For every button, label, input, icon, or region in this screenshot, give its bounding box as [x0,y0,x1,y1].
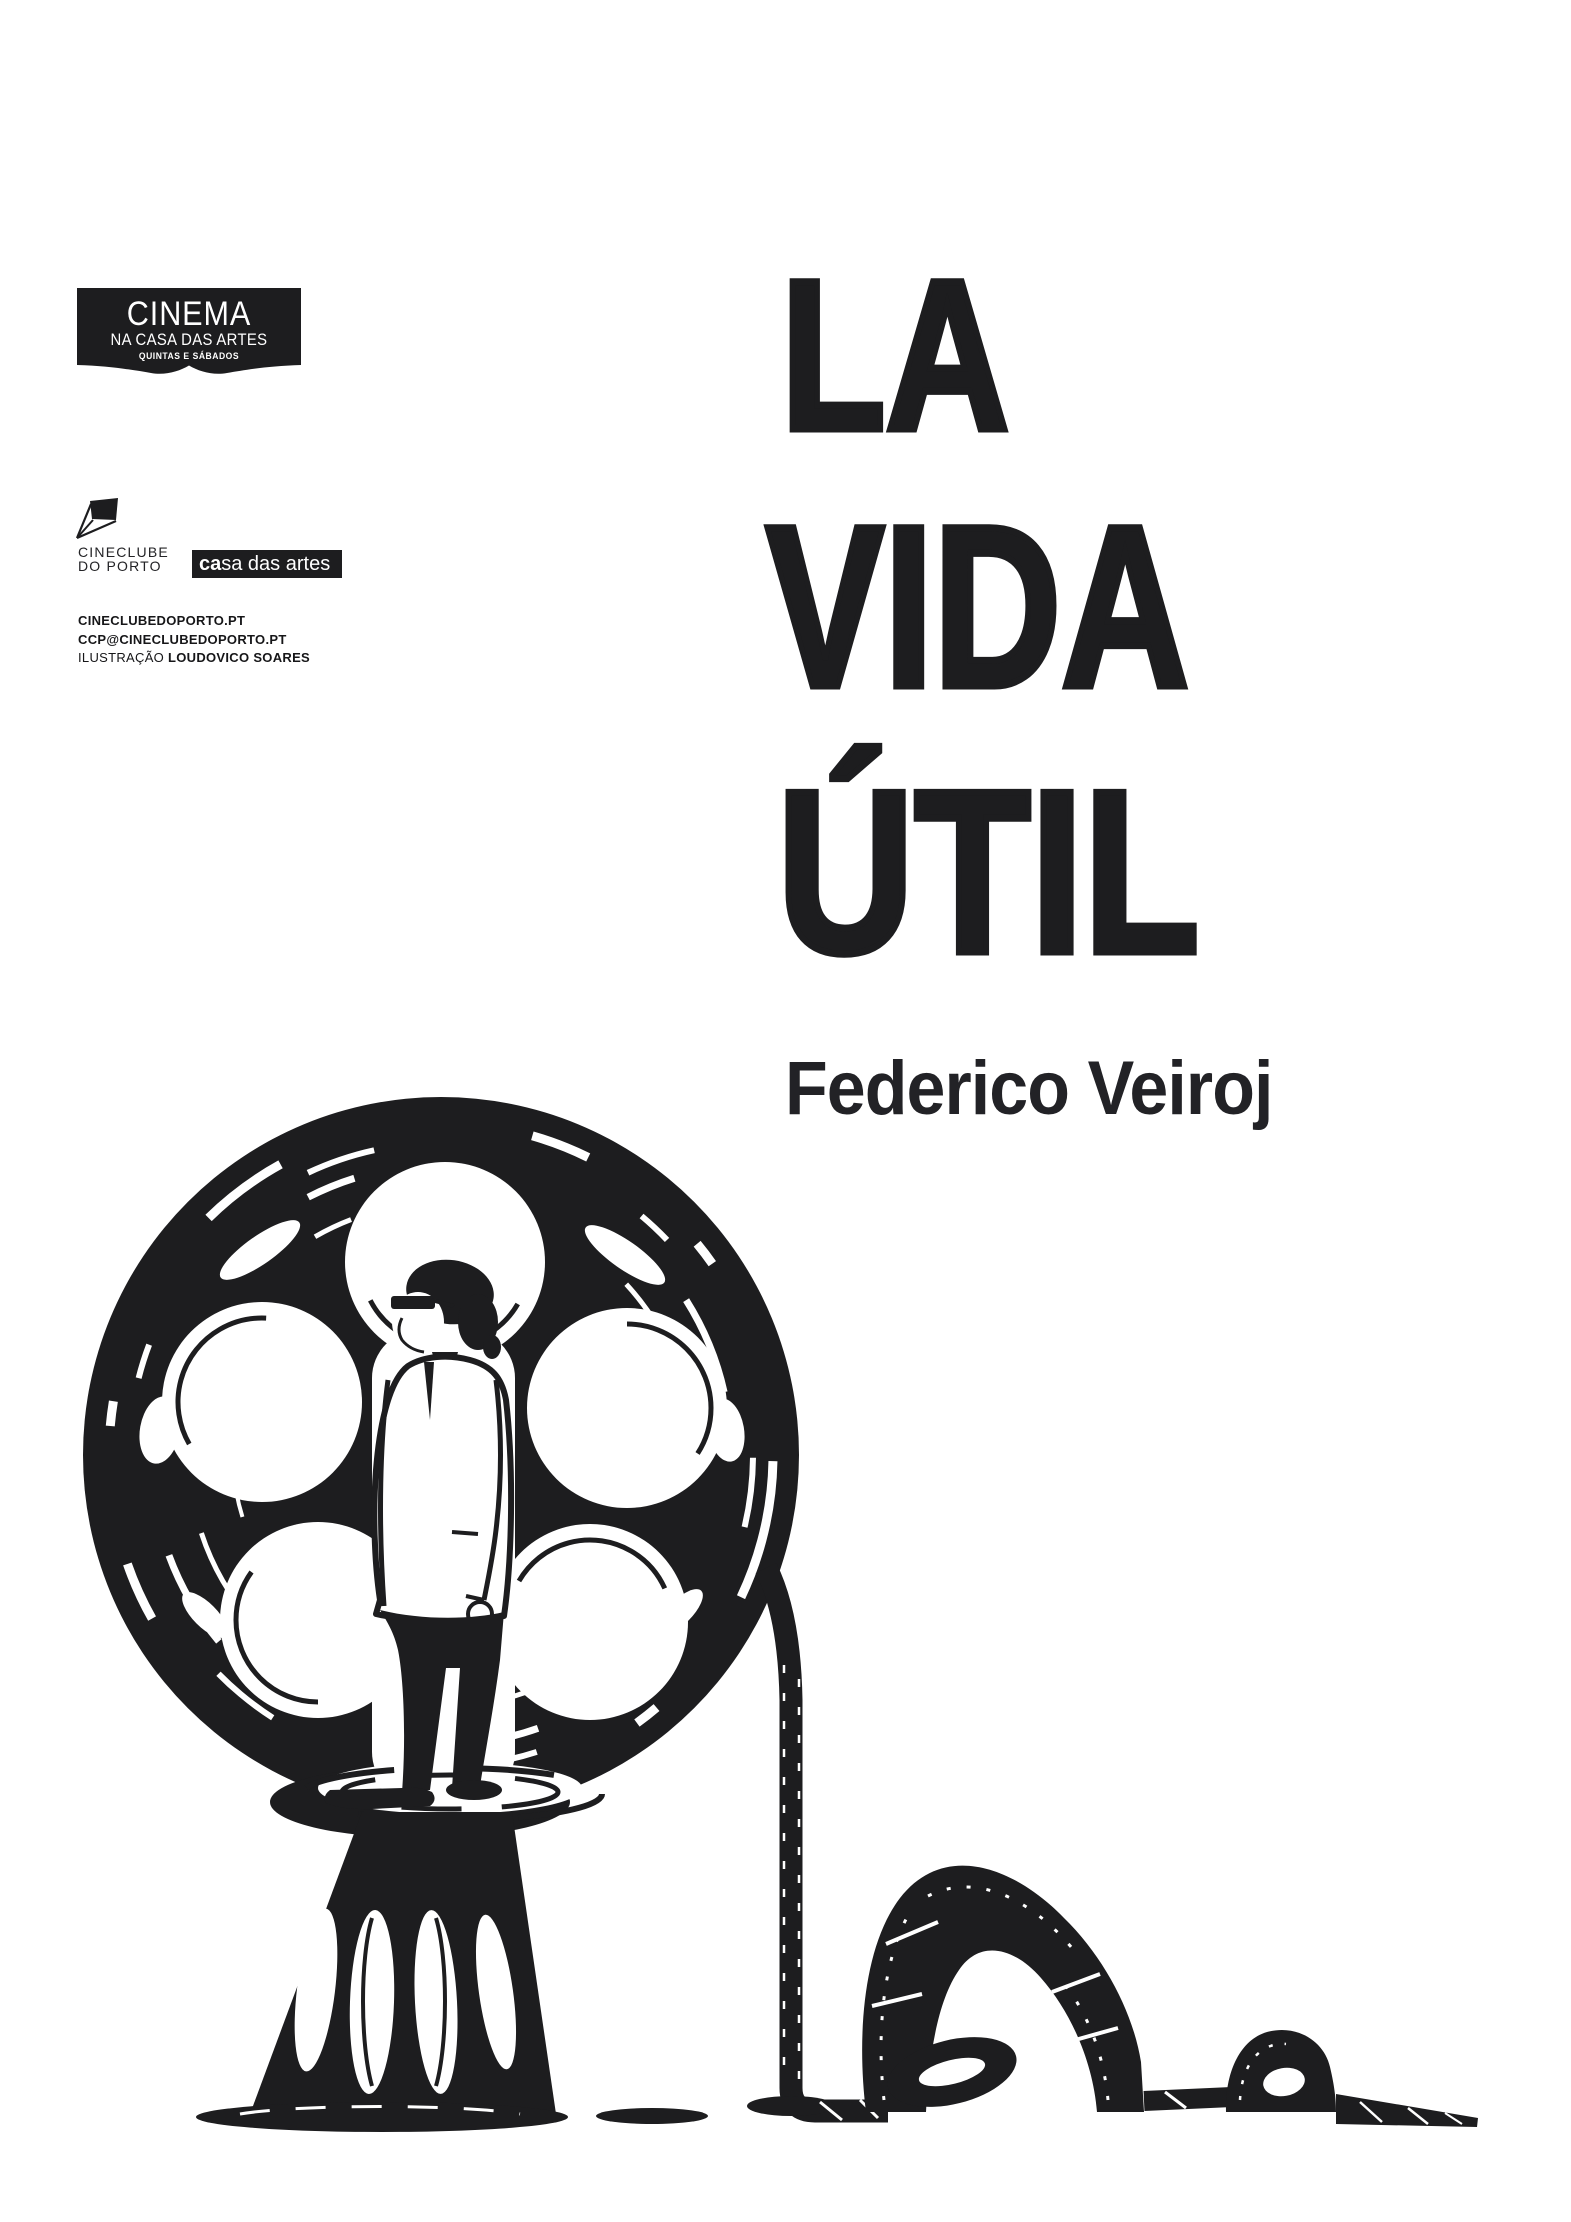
cinema-badge [77,288,301,364]
jacket [374,1357,511,1622]
cineclube-line1: CINECLUBE [78,544,169,560]
title-line-2: VIDA [766,478,1190,735]
pedestal [196,1812,568,2132]
badge-wave-edge [77,363,301,375]
badge-subtitle: NA CASA DAS ARTES [110,331,268,349]
glasses-icon [391,1296,435,1309]
ground-shadow [596,2108,708,2124]
director-name: Federico Veiroj [785,1046,1273,1131]
credit-name: LOUDOVICO SOARES [167,650,311,666]
casa-rest-part: sa das artes [221,553,331,575]
badge-schedule: QUINTAS E SÁBADOS [138,351,240,362]
cineclube-do-porto-label [78,546,169,573]
shoe [325,1788,435,1810]
illustration-credit [78,649,310,668]
casa-bold-part: ca [199,553,222,575]
casa-das-artes-logo [192,550,342,578]
title-line-1: LA [781,236,1010,475]
title-line-3: ÚTIL [777,743,1200,1002]
pedestal-foot [196,2102,568,2132]
cineclube-line2: DO PORTO [78,557,162,574]
cineclube-logo-icon [68,494,130,546]
credit-label: ILUSTRAÇÃO [78,650,168,666]
contact-block [78,612,310,668]
website-text: CINECLUBEDOPORTO.PT [78,613,246,628]
email-text: CCP@CINECLUBEDOPORTO.PT [78,631,287,647]
badge-title: CINEMA [126,295,252,333]
film-tail [1336,2094,1478,2127]
